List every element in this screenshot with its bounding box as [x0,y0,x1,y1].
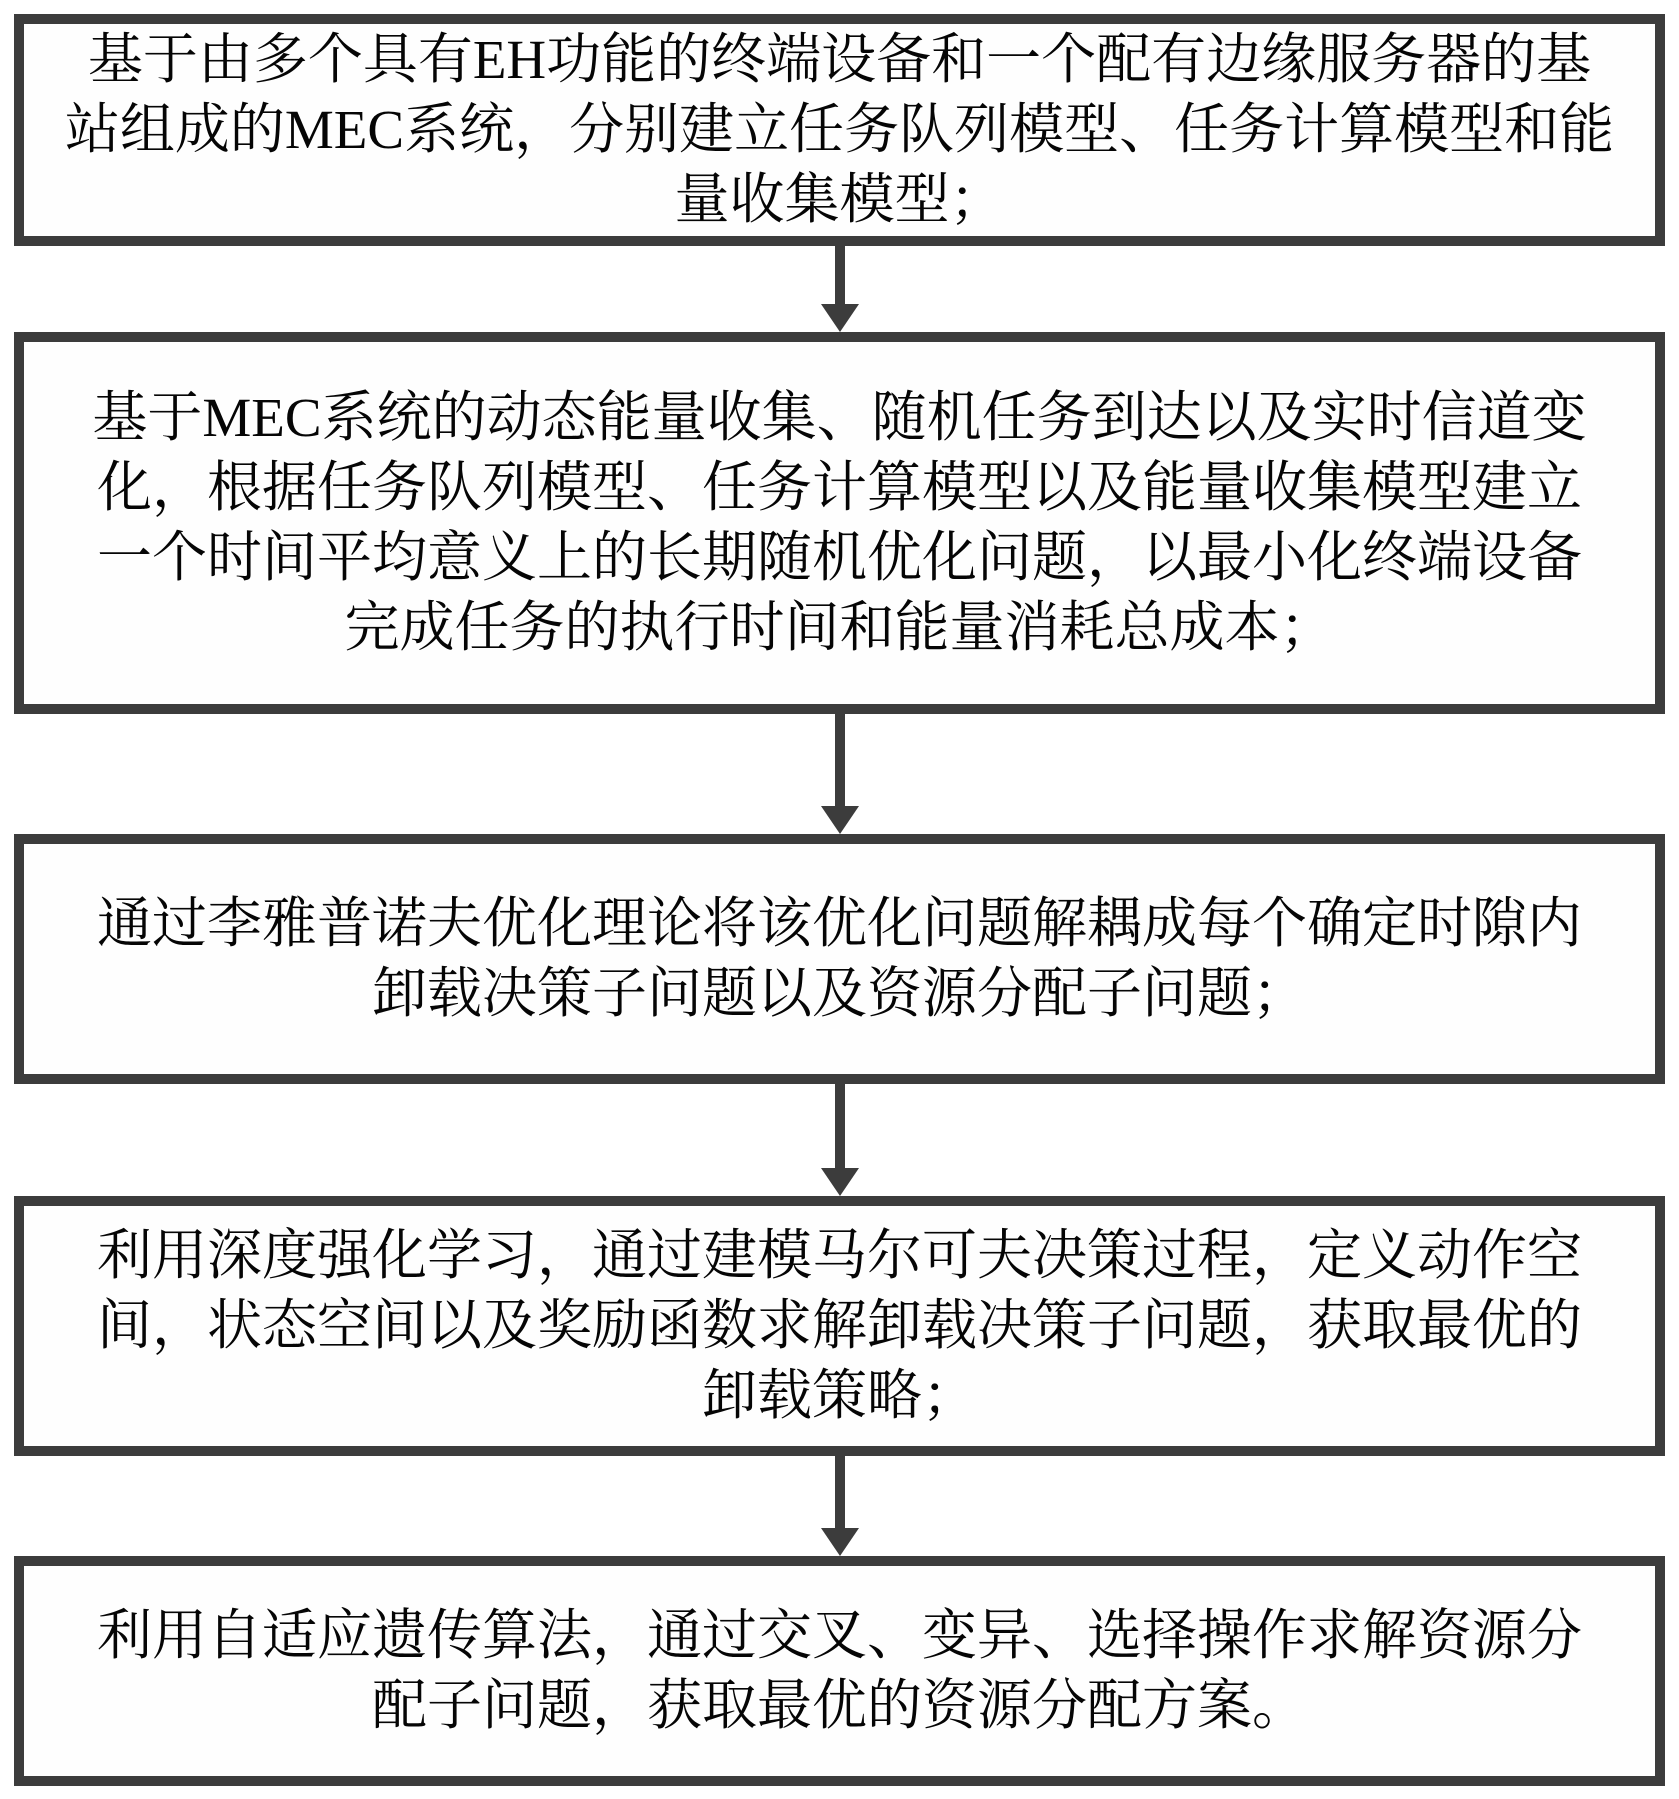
arrow-head-icon [821,1528,859,1556]
step-1-line-3: 量收集模型； [674,169,1005,230]
arrow-head-icon [821,1168,859,1196]
arrow-stem [835,246,845,304]
step-4-line-3: 卸载策略； [701,1365,977,1426]
step-4-line-2: 间，状态空间以及奖励函数求解卸载决策子问题，获取最优的 [96,1295,1582,1356]
step-3-line-1: 通过李雅普诺夫优化理论将该优化问题解耦成每个确定时隙内 [96,893,1582,954]
arrow-stem [835,1084,845,1168]
step-1-line-2: 站组成的MEC系统，分别建立任务队列模型、任务计算模型和能 [64,99,1615,160]
flow-step-1 [14,14,1665,246]
down-arrow-2 [0,714,1679,834]
step-3-line-2: 卸载决策子问题以及资源分配子问题； [371,963,1307,1024]
step-2-line-2: 化，根据任务队列模型、任务计算模型以及能量收集模型建立 [96,457,1582,518]
step-5-line-2: 配子问题，获取最优的资源分配方案。 [371,1675,1307,1736]
down-arrow-4 [0,1456,1679,1556]
flow-step-4 [14,1196,1665,1456]
arrow-head-icon [821,806,859,834]
flow-step-2 [14,332,1665,714]
step-2-line-4: 完成任务的执行时间和能量消耗总成本； [344,597,1335,658]
down-arrow-3 [0,1084,1679,1196]
down-arrow-1 [0,246,1679,332]
step-5-line-1: 利用自适应遗传算法，通过交叉、变异、选择操作求解资源分 [96,1605,1582,1666]
step-1-line-1: 基于由多个具有EH功能的终端设备和一个配有边缘服务器的基 [87,29,1592,90]
step-2-line-1: 基于MEC系统的动态能量收集、随机任务到达以及实时信道变 [92,387,1587,448]
arrow-stem [835,714,845,806]
arrow-stem [835,1456,845,1528]
step-2-line-3: 一个时间平均意义上的长期随机优化问题，以最小化终端设备 [96,527,1582,588]
flow-step-3 [14,834,1665,1084]
arrow-head-icon [821,304,859,332]
step-4-line-1: 利用深度强化学习，通过建模马尔可夫决策过程，定义动作空 [96,1225,1582,1286]
flow-step-5 [14,1556,1665,1786]
